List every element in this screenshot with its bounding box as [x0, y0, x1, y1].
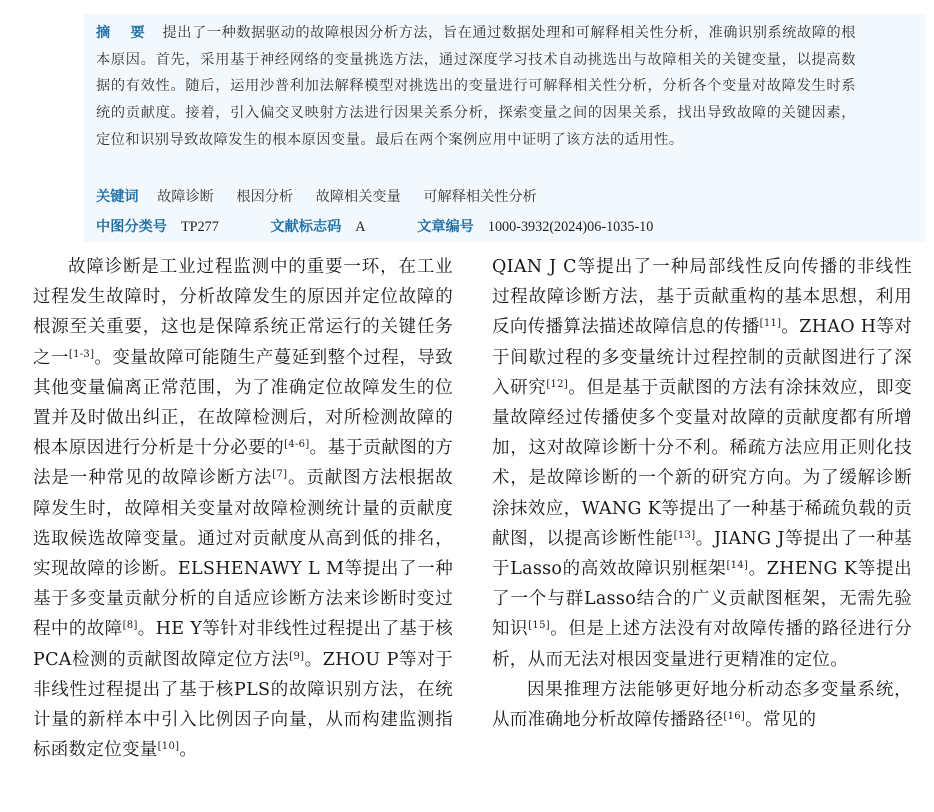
- keyword-item: 可解释相关性分析: [423, 189, 537, 205]
- article-no-value: 1000-3932(2024)06-1035-10: [487, 219, 654, 235]
- abstract-text: 提出了一种数据驱动的故障根因分析方法，旨在通过数据处理和可解释相关性分析，准确识别系统故障的根本原因。首先，采用基于神经网络的变量挑选方法，通过深度学习技术自动挑选出与故障相关的关键变量，以提高数据的有效性。随后，运用沙普利加法解释模型对挑选出的变量进行可解释相关性分析，分析各个变量对故障发生时系统的贡献度。接着，引入偏交叉映射方法进行因果关系分析，探索变量之间的因果关系，找出导致故障的关键因素，定位和识别导致故障发生的根本原因变量。最后在两个案例应用中证明了该方法的适用性。: [96, 25, 856, 148]
- citation-ref: [9]: [289, 650, 305, 662]
- citation-ref: [12]: [546, 378, 569, 390]
- doc-code-value: A: [355, 219, 366, 235]
- body-text-run: 。但是基于贡献图的方法有涂抹效应，即变量故障经过传播使多个变量对故障的贡献度都有所增加，这对故障诊断十分不利。稀疏方法应用正则化技术，是故障诊断的一个新的研究方向。为了缓解诊断涂抹效应，WANG K等提出了一种基于稀疏负载的贡献图，以提高诊断性能: [492, 377, 912, 549]
- citation-ref: [14]: [726, 560, 749, 572]
- body-text-run: QIAN J C等提出了一种局部线性反向传播的非线性过程故障诊断方法，基于贡献重构的基本思想，利用反向传播算法描述故障信息的传播: [492, 257, 912, 338]
- body-left-column: [33, 252, 453, 765]
- body-text-run: 因果推理方法能够更好地分析动态多变量系统，从而准确地分析故障传播路径: [492, 679, 912, 731]
- article-meta-line: [96, 216, 653, 236]
- body-text-run: 。基于贡献图的方法是一种常见的故障诊断方法: [33, 438, 454, 489]
- citation-ref: [7]: [272, 469, 288, 481]
- body-right-paragraph-1: [492, 252, 912, 675]
- citation-ref: [1-3]: [68, 348, 95, 360]
- doc-code-label: 文献标志码: [270, 219, 342, 235]
- citation-ref: [15]: [528, 620, 550, 632]
- citation-ref: [4-6]: [284, 439, 310, 451]
- body-text-run: 。变量故障可能随生产蔓延到整个过程，导致其他变量偏离正常范围，为了准确定位故障发生的位置并及时做出纠正，在故障检测后，对所检测故障的根本原因进行分析是十分必要的: [33, 347, 453, 459]
- body-text-run: 。: [179, 740, 198, 761]
- body-text-run: 。但是上述方法没有对故障传播的路径进行分析，从而无法对根因变量进行更精准的定位。: [492, 619, 913, 670]
- clc-label: 中图分类号: [96, 219, 167, 235]
- clc-value: TP277: [180, 219, 219, 235]
- body-right-paragraph-2: [492, 675, 912, 735]
- body-text-run: 。ZHENG K等提出了一个与群Lasso结合的广义贡献图框架，无需先验知识: [492, 559, 912, 640]
- keywords-line: [96, 186, 555, 206]
- body-text-run: 。ZHAO H等对于间歇过程的多变量统计过程控制的贡献图进行了深入研究: [492, 317, 912, 398]
- abstract-paragraph: [96, 20, 856, 154]
- body-text-run: 。常见的: [745, 710, 817, 731]
- body-text-run: 。JIANG J等提出了一种基于Lasso的高效故障识别框架: [492, 528, 913, 580]
- body-text-run: 故障诊断是工业过程监测中的重要一环，在工业过程发生故障时，分析故障发生的原因并定位故障的根源至关重要，这也是保障系统正常运行的关键任务之一: [33, 257, 453, 368]
- keyword-item: 故障相关变量: [315, 189, 401, 205]
- body-text-run: 。ZHOU P等对于非线性过程提出了基于核PLS的故障识别方法，在统计量的新样本中引入比例因子向量，从而构建监测指标函数定位变量: [33, 649, 453, 761]
- citation-ref: [8]: [122, 620, 138, 632]
- citation-ref: [11]: [759, 318, 782, 330]
- abstract-label: 摘 要: [96, 25, 148, 41]
- citation-ref: [13]: [673, 529, 696, 541]
- citation-ref: [16]: [723, 711, 746, 723]
- citation-ref: [10]: [157, 741, 180, 753]
- body-right-column: [492, 252, 912, 735]
- keywords-label: 关键词: [96, 189, 139, 205]
- body-text-run: 。贡献图方法根据故障发生时，故障相关变量对故障检测统计量的贡献度选取候选故障变量。通过对贡献度从高到低的排名，实现故障的诊断。ELSHENAWY L M等提出了一种基于多变量贡献分析的自适应诊断方法来诊断时变过程中的故障: [33, 468, 453, 640]
- keyword-item: 根因分析: [236, 189, 294, 205]
- keyword-item: 故障诊断: [157, 189, 214, 205]
- body-text-run: 。HE Y等针对非线性过程提出了基于核PCA检测的贡献图故障定位方法: [33, 619, 454, 670]
- article-no-label: 文章编号: [417, 219, 474, 235]
